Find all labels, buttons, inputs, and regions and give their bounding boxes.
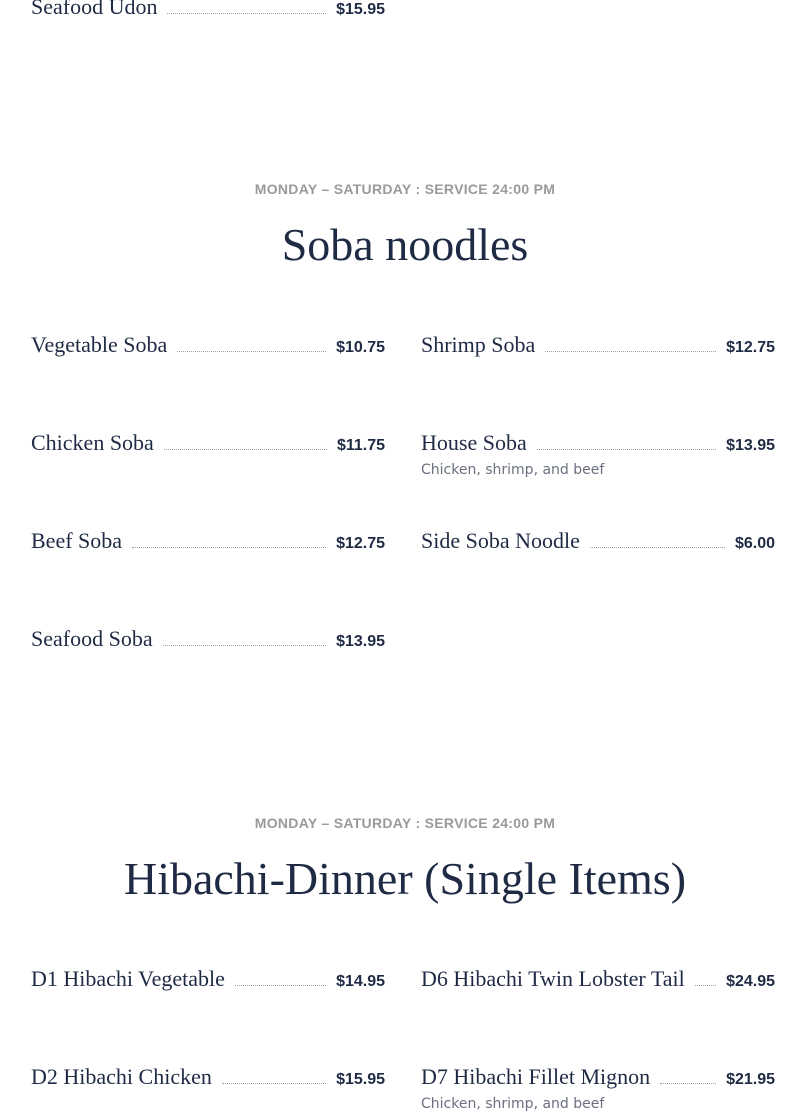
- dot-leader: [177, 350, 326, 352]
- dot-leader: [235, 984, 326, 986]
- menu-item-name: Seafood Soba: [31, 626, 153, 651]
- menu-item: [421, 332, 775, 372]
- menu-item-price: $6.00: [734, 535, 775, 552]
- menu-item: [421, 1064, 775, 1112]
- menu-item-name: D6 Hibachi Twin Lobster Tail: [421, 966, 685, 991]
- menu-item-description: Chicken, shrimp, and beef: [421, 462, 605, 478]
- menu-item-name: Seafood Udon: [31, 0, 158, 19]
- menu-item: [31, 0, 385, 34]
- menu-item-description: Chicken, shrimp, and beef: [421, 1096, 605, 1112]
- section-subtitle: MONDAY – SATURDAY : SERVICE 24:00 PM: [254, 181, 556, 197]
- menu-item-price: $24.95: [726, 973, 775, 990]
- dot-leader: [164, 448, 327, 450]
- menu-item-price: $15.95: [336, 1, 385, 18]
- menu-item-price: $13.95: [726, 437, 775, 454]
- menu-item: [31, 966, 385, 1006]
- menu-item-name: Vegetable Soba: [31, 332, 168, 357]
- dot-leader: [537, 448, 716, 450]
- menu-item-price: $12.75: [726, 339, 775, 356]
- menu-item-name: D2 Hibachi Chicken: [31, 1064, 212, 1089]
- menu-item-price: $14.95: [336, 973, 385, 990]
- dot-leader: [167, 12, 326, 14]
- section-title: Soba noodles: [281, 219, 529, 270]
- menu-item: [31, 528, 385, 568]
- menu-item: [31, 626, 385, 666]
- menu-item-price: $13.95: [336, 633, 385, 650]
- dot-leader: [695, 984, 716, 986]
- menu-item-name: House Soba: [421, 430, 527, 455]
- section-subtitle: MONDAY – SATURDAY : SERVICE 24:00 PM: [254, 815, 556, 831]
- menu-item-price: $21.95: [726, 1071, 775, 1088]
- dot-leader: [222, 1082, 326, 1084]
- menu-item-price: $11.75: [336, 437, 385, 454]
- menu-item-price: $10.75: [336, 339, 385, 356]
- menu-item-name: Side Soba Noodle: [421, 528, 580, 553]
- menu-item: [31, 1064, 385, 1104]
- dot-leader: [132, 546, 326, 548]
- menu-item: [421, 430, 775, 490]
- dot-leader: [545, 350, 716, 352]
- menu-item-name: Chicken Soba: [31, 430, 154, 455]
- dot-leader: [163, 644, 326, 646]
- dot-leader: [590, 546, 725, 548]
- menu-item: [31, 430, 385, 470]
- menu-item-name: D1 Hibachi Vegetable: [31, 966, 225, 991]
- menu-item-name: Shrimp Soba: [421, 332, 536, 357]
- menu-item: [31, 332, 385, 372]
- menu-item: [421, 966, 775, 1006]
- menu-item-price: $12.75: [336, 535, 385, 552]
- menu-item: [421, 528, 775, 568]
- menu-item-name: D7 Hibachi Fillet Mignon: [421, 1064, 651, 1089]
- menu-item-name: Beef Soba: [31, 528, 123, 553]
- menu-item-price: $15.95: [336, 1071, 385, 1088]
- dot-leader: [660, 1082, 716, 1084]
- section-title: Hibachi-Dinner (Single Items): [123, 853, 687, 904]
